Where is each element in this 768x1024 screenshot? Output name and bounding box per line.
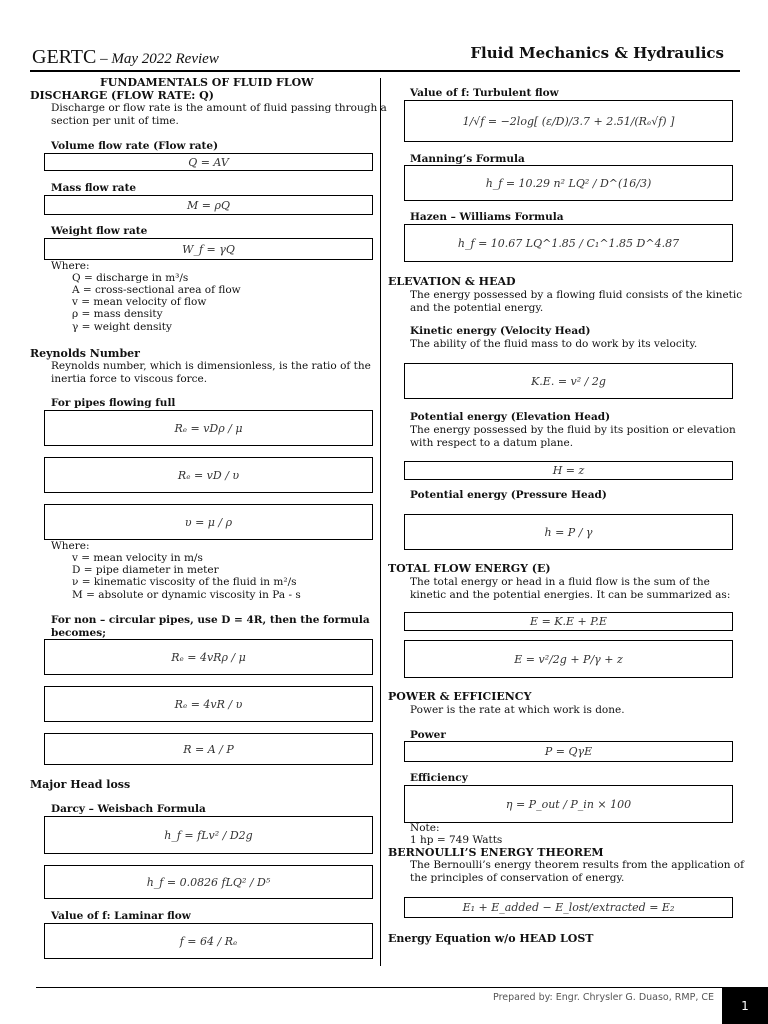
hazen-label: Hazen – Williams Formula (410, 211, 564, 223)
footer-credit: Prepared by: Engr. Chrysler G. Duaso, RMP, CE (493, 992, 714, 1003)
volume-flow-formula: Q = AV (44, 153, 373, 171)
darcy-label: Darcy – Weisbach Formula (51, 803, 206, 815)
bernoulli-heading: BERNOULLI’S ENERGY THEOREM (388, 846, 604, 859)
potential-text-1: The energy possessed by the fluid by its position or elevation (410, 424, 736, 436)
bernoulli-text-2: the principles of conservation of energy. (410, 872, 625, 884)
total-energy-formula-2: E = v²/2g + P/γ + z (404, 640, 733, 678)
discharge-text-1: Discharge or flow rate is the amount of fluid passing through a (51, 102, 387, 114)
where-label-1: Where: (51, 260, 90, 272)
header-rule (30, 70, 740, 72)
turbulent-label: Value of f: Turbulent flow (410, 87, 559, 99)
reynolds-formula-3: Rₑ = 4vRρ / μ (44, 639, 373, 675)
turbulent-formula: 1/√f = −2log[ (ε/D)/3.7 + 2.51/(Rₑ√f) ] (404, 100, 733, 142)
where-label-2: Where: (51, 540, 90, 552)
power-formula: P = QγE (404, 741, 733, 762)
manning-label: Manning’s Formula (410, 153, 525, 165)
power-label: Power (410, 729, 446, 741)
header-title (32, 46, 219, 69)
reynolds-heading: Reynolds Number (30, 347, 140, 360)
page-number: 1 (722, 987, 768, 1024)
discharge-text-2: section per unit of time. (51, 115, 179, 127)
laminar-label: Value of f: Laminar flow (51, 910, 191, 922)
header-dash: – (96, 51, 112, 67)
hazen-formula: h_f = 10.67 LQ^1.85 / C₁^1.85 D^4.87 (404, 224, 733, 262)
mass-flow-label: Mass flow rate (51, 182, 137, 194)
kinematic-viscosity-formula: υ = μ / ρ (44, 504, 373, 540)
note-label: Note: (410, 822, 440, 834)
total-energy-formula-1: E = K.E + P.E (404, 612, 733, 631)
bernoulli-text-1: The Bernoulli’s energy theorem results from the application of (410, 859, 745, 871)
where2-item: ν = kinematic viscosity of the fluid in m²/s (72, 576, 297, 588)
non-circular-text-1: For non – circular pipes, use D = 4R, then the formula (51, 614, 370, 626)
where1-item: Q = discharge in m³/s (72, 272, 189, 284)
where2-item: v = mean velocity in m/s (72, 552, 203, 564)
darcy-formula-1: h_f = fLv² / D2g (44, 816, 373, 854)
potential-label: Potential energy (Elevation Head) (410, 411, 611, 423)
section-title: FUNDAMENTALS OF FLUID FLOW (100, 76, 314, 89)
reynolds-formula-1: Rₑ = vDρ / μ (44, 410, 373, 446)
header-subject: Fluid Mechanics & Hydraulics (470, 44, 724, 62)
reynolds-text-2: inertia force to viscous force. (51, 373, 208, 385)
pressure-label: Potential energy (Pressure Head) (410, 489, 607, 501)
efficiency-label: Efficiency (410, 772, 468, 784)
hydraulic-radius-formula: R = A / P (44, 733, 373, 765)
darcy-formula-2: h_f = 0.0826 fLQ² / D⁵ (44, 865, 373, 899)
power-text: Power is the rate at which work is done. (410, 704, 625, 716)
weight-flow-label: Weight flow rate (51, 225, 148, 237)
total-energy-heading: TOTAL FLOW ENERGY (E) (388, 562, 551, 575)
column-divider (380, 78, 381, 966)
bernoulli-formula: E₁ + E_added − E_lost/extracted = E₂ (404, 897, 733, 918)
note-value: 1 hp = 749 Watts (410, 834, 503, 846)
potential-text-2: with respect to a datum plane. (410, 437, 574, 449)
power-heading: POWER & EFFICIENCY (388, 690, 532, 703)
footer-rule (36, 987, 722, 988)
where1-item: ρ = mass density (72, 308, 163, 320)
kinetic-text: The ability of the fluid mass to do work by its velocity. (410, 338, 698, 350)
header-review: May 2022 Review (111, 51, 219, 67)
energy-equation-label: Energy Equation w/o HEAD LOST (388, 932, 594, 945)
elevation-head-formula: H = z (404, 461, 733, 480)
pressure-head-formula: h = P / γ (404, 514, 733, 550)
where1-item: A = cross-sectional area of flow (72, 284, 241, 296)
manning-formula: h_f = 10.29 n² LQ² / D^(16/3) (404, 165, 733, 201)
major-head-loss-heading: Major Head loss (30, 778, 131, 791)
discharge-heading: DISCHARGE (FLOW RATE: Q) (30, 89, 214, 102)
total-text-1: The total energy or head in a fluid flow is the sum of the (410, 576, 710, 588)
elevation-text-1: The energy possessed by a flowing fluid consists of the kinetic (410, 289, 743, 301)
mass-flow-formula: M = ρQ (44, 195, 373, 215)
pipes-full-label: For pipes flowing full (51, 397, 176, 409)
total-text-2: kinetic and the potential energies. It can be summarized as: (410, 589, 731, 601)
where1-item: v = mean velocity of flow (72, 296, 207, 308)
reynolds-formula-4: Rₑ = 4vR / υ (44, 686, 373, 722)
where1-item: γ = weight density (72, 321, 172, 333)
laminar-formula: f = 64 / Rₑ (44, 923, 373, 959)
header-org: GERTC (32, 46, 97, 68)
kinetic-label: Kinetic energy (Velocity Head) (410, 325, 591, 337)
reynolds-formula-2: Rₑ = vD / υ (44, 457, 373, 493)
efficiency-formula: η = P_out / P_in × 100 (404, 785, 733, 823)
kinetic-formula: K.E. = v² / 2g (404, 363, 733, 399)
volume-flow-label: Volume flow rate (Flow rate) (51, 140, 219, 152)
elevation-text-2: and the potential energy. (410, 302, 544, 314)
weight-flow-formula: W_f = γQ (44, 238, 373, 260)
elevation-heading: ELEVATION & HEAD (388, 275, 516, 288)
where2-item: M = absolute or dynamic viscosity in Pa - s (72, 589, 301, 601)
where2-item: D = pipe diameter in meter (72, 564, 219, 576)
non-circular-text-2: becomes; (51, 627, 106, 639)
reynolds-text-1: Reynolds number, which is dimensionless, is the ratio of the (51, 360, 371, 372)
